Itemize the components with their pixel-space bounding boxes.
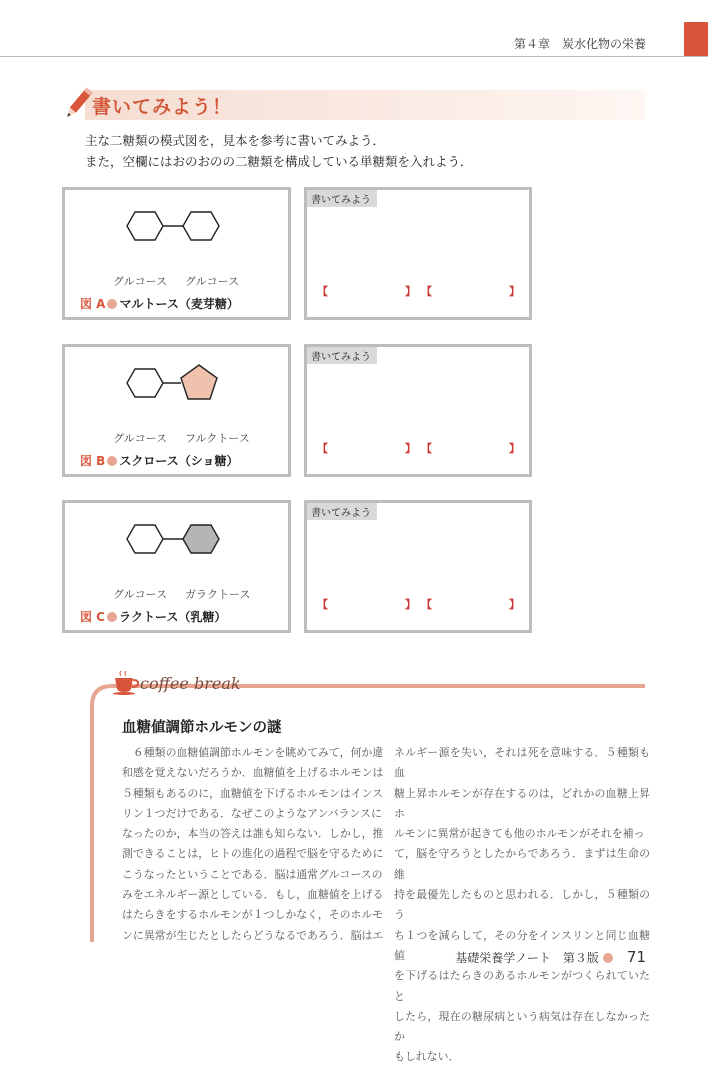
coffee-break-title: 血糖値調節ホルモンの謎 xyxy=(122,720,282,736)
figure-a-caption xyxy=(80,295,239,312)
pencil-icon xyxy=(60,84,96,124)
exercise-title: 書いてみよう！ xyxy=(92,96,233,118)
sucrose-diagram xyxy=(125,357,235,407)
text-line: もしれない． xyxy=(394,1050,460,1064)
text-line: みをエネルギー源としている．もし，血糖値を上げる xyxy=(122,888,384,902)
figure-c-model-box xyxy=(62,500,291,633)
right-sugar-label: ガラクトース xyxy=(185,588,251,601)
figure-name: マルトース（麦芽糖） xyxy=(119,297,239,311)
figure-b-caption xyxy=(80,452,239,469)
figure-name: ラクトース（乳糖） xyxy=(119,610,227,624)
bullet-dot-icon xyxy=(107,612,117,622)
bullet-dot-icon xyxy=(107,299,117,309)
figure-b-model-box xyxy=(62,344,291,477)
footer xyxy=(455,948,646,966)
coffee-break-label: coffee break xyxy=(140,674,241,693)
text-line: て，脳を守ろうとしたからであろう．まずは生命の維 xyxy=(394,847,650,881)
text-line: 糖上昇ホルモンが存在するのは，どれかの血糖上昇ホ xyxy=(394,786,650,820)
answer-blank-left[interactable]: 【 】 xyxy=(317,442,416,455)
figure-c-write-box[interactable] xyxy=(304,500,532,633)
figure-tag: 図 B xyxy=(80,454,106,468)
text-line: ６種類の血糖値調節ホルモンを眺めてみて，何か違 xyxy=(122,746,384,759)
book-title: 基礎栄養学ノート 第３版 xyxy=(455,951,599,965)
answer-blank-left[interactable]: 【 】 xyxy=(317,598,416,611)
answer-blank-right[interactable]: 【 】 xyxy=(421,442,520,455)
figure-c-caption xyxy=(80,608,226,625)
chapter-tab xyxy=(684,22,708,56)
text-line: ルモンに異常が起きても他のホルモンがそれを補っ xyxy=(394,827,645,841)
figure-name: スクロース（ショ糖） xyxy=(119,454,239,468)
write-label: 書いてみよう xyxy=(307,503,377,520)
left-sugar-label: グルコース xyxy=(113,275,168,288)
figure-b-write-box[interactable] xyxy=(304,344,532,477)
left-sugar-label: グルコース xyxy=(113,588,168,601)
write-label: 書いてみよう xyxy=(307,347,377,364)
header-rule xyxy=(0,56,708,57)
figure-tag: 図 C xyxy=(80,610,105,624)
coffee-left-column xyxy=(122,743,384,946)
text-line: ５種類もあるのに，血糖値を下げるホルモンはインス xyxy=(122,786,384,800)
coffee-right-column xyxy=(394,743,650,1068)
coffee-cup-icon xyxy=(112,671,140,695)
right-sugar-label: グルコース xyxy=(185,275,240,288)
instruction-line: 主な二糖類の模式図を，見本を参考に書いてみよう． xyxy=(85,133,386,148)
text-line: したら，現在の糖尿病という病気は存在しなかったか xyxy=(394,1009,650,1044)
text-line: ネルギー源を失い，それは死を意味する．５種類も血 xyxy=(394,746,650,780)
left-sugar-label: グルコース xyxy=(113,432,168,445)
text-line: 持を最優先したものと思われる．しかし，５種類のう xyxy=(394,888,650,922)
answer-blank-right[interactable]: 【 】 xyxy=(421,285,520,298)
page-number: 71 xyxy=(626,948,646,966)
maltose-diagram xyxy=(125,200,235,250)
figure-tag: 図 A xyxy=(80,297,106,311)
answer-blank-left[interactable]: 【 】 xyxy=(317,285,416,298)
figure-a-model-box xyxy=(62,187,291,320)
lactose-diagram xyxy=(125,513,235,563)
chapter-header: 第４章 炭水化物の栄養 xyxy=(513,37,646,51)
instruction-line: また，空欄にはおのおのの二糖類を構成している単糖類を入れよう． xyxy=(85,154,473,169)
instructions xyxy=(85,130,473,172)
text-line: 測できることは，ヒトの進化の過程で脳を守るために xyxy=(122,847,384,861)
text-line: なったのか，本当の答えは誰も知らない．しかし，推 xyxy=(122,827,384,841)
text-line: はたらきをするホルモンが１つしかなく，そのホルモ xyxy=(122,908,384,922)
text-line: こうなったということである．脳は通常グルコースの xyxy=(122,867,383,881)
bullet-dot-icon xyxy=(107,456,117,466)
text-line: ち１つを減らして，その分をインスリンと同じ血糖値 xyxy=(394,928,650,962)
text-line: 和感を覚えないだろうか．血糖値を上げるホルモンは xyxy=(122,766,384,780)
bullet-dot-icon xyxy=(603,953,613,963)
right-sugar-label: フルクトース xyxy=(185,432,250,445)
figure-a-write-box[interactable] xyxy=(304,187,532,320)
text-line: を下げるはたらきのあるホルモンがつくられていたと xyxy=(394,969,650,1003)
answer-blank-right[interactable]: 【 】 xyxy=(421,598,520,611)
text-line: リン１つだけである．なぜこのようなアンバランスに xyxy=(122,806,382,820)
write-label: 書いてみよう xyxy=(307,190,377,207)
text-line: ンに異常が生じたとしたらどうなるであろう．脳はエ xyxy=(122,928,384,942)
